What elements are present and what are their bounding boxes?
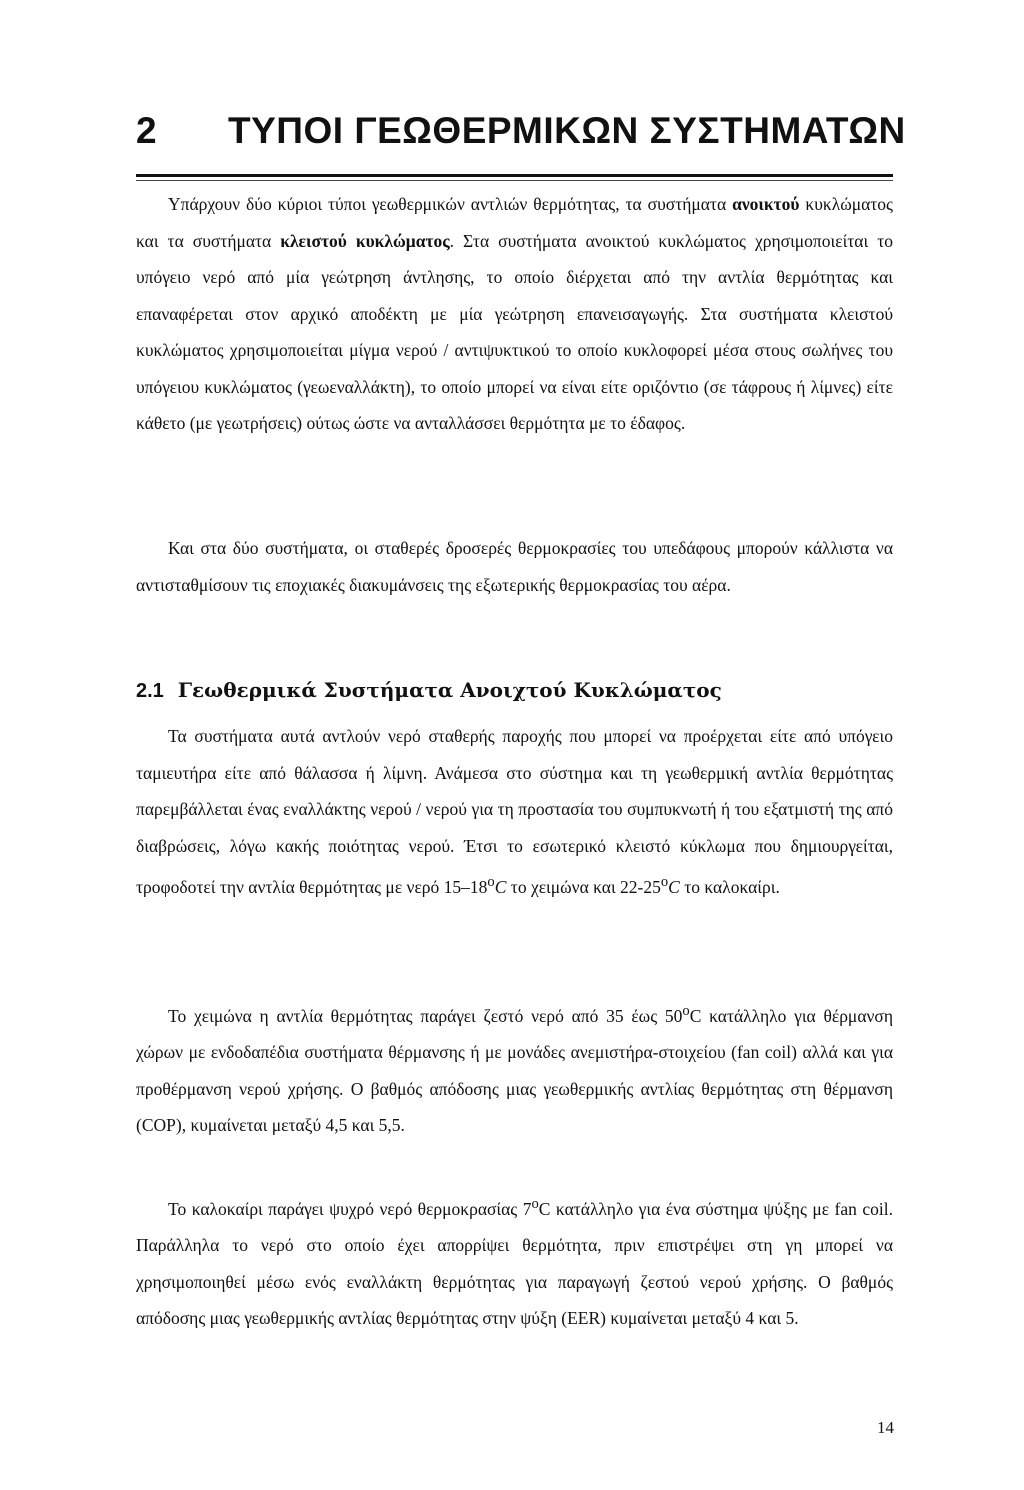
degree-sup: o (531, 1196, 539, 1212)
degree-sup: o (487, 874, 495, 890)
intro-text: Υπάρχουν δύο κύριοι τύποι γεωθερμικών αντλιών θερμότητας, τα συστήματα (168, 194, 733, 214)
intro-text: κυκλώματος και τα συστήματα (136, 194, 893, 251)
section-text: C κατάλληλο για ένα σύστημα ψύξης με fan coil. Παράλληλα το νερό στο οποίο έχει απορρίψει θερμότητα, πριν επιστρέψει στη γη μπορεί να χρησιμοποιηθεί μέσω ενός εναλλάκτη θερμότητας για παραγωγή ζεστού νερού χρήσης. Ο βαθμός απόδοσης μιας γεωθερμικής αντλίας θερμότητας στην ψύξη (EER) κυμαίνεται μεταξύ 4 και 5. (136, 1198, 893, 1329)
intro-text: . Στα συστήματα ανοικτού κυκλώματος χρησιμοποιείται το υπόγειο νερό από μία γεώτρηση άντλησης, το οποίο διέρχεται από την αντλία θερμότητας και επαναφέρεται στον αρχικό αποδέκτη με μία γεώτρηση επανεισαγωγής. Στα συστήματα κλειστού κυκλώματος χρησιμοποιείται μίγμα νερού / αντιψυκτικού το οποίο κυκλοφορεί μέσα στους σωλήνες του υπόγειου κυκλώματος (γεωεναλλάκτη), το οποίο μπορεί να είναι είτε οριζόντιο (σε τάφρους ή λίμνες) είτε κάθετο (με γεωτρήσεις) ούτως ώστε να ανταλλάσσει θερμότητα με το έδαφος. (136, 230, 893, 433)
chapter-title (136, 110, 906, 152)
closed-loop-term: κλειστού κυκλώματος (280, 230, 450, 251)
open-loop-term: ανοικτού (732, 194, 800, 214)
intro-text: Και στα δύο συστήματα, οι σταθερές δροσερές θερμοκρασίες του υπεδάφους μπορούν κάλλιστα να αντισταθμίσουν τις εποχιακές διακυμάνσεις της εξωτερικής θερμοκρασίας του αέρα. (136, 538, 893, 595)
section-heading (136, 678, 722, 703)
intro-paragraph-2 (136, 530, 893, 603)
section-title: Γεωθερμικά Συστήματα Ανοιχτού Κυκλώματος (177, 678, 722, 702)
chapter-title-text: ΤΥΠΟΙ ΓΕΩΘΕΡΜΙΚΩΝ ΣΥΣΤΗΜΑΤΩΝ (228, 110, 906, 151)
section-text: C κατάλληλο για θέρμανση χώρων με ενδοδαπέδια συστήματα θέρμανσης ή με μονάδες ανεμιστήρα-στοιχείου (fan coil) αλλά και για προθέρμανση νερού χρήσης. Ο βαθμός απόδοσης μιας γεωθερμικής αντλίας θερμότητας στη θέρμανση (COP), κυμαίνεται μεταξύ 4,5 και 5,5. (136, 1005, 893, 1136)
intro-paragraph-1 (136, 186, 893, 442)
section-text: Το καλοκαίρι παράγει ψυχρό νερό θερμοκρασίας 7 (168, 1198, 532, 1219)
page-number: 14 (877, 1418, 894, 1437)
celsius-unit: C (668, 876, 680, 897)
degree-sup: o (682, 1003, 690, 1019)
section-paragraph-2 (136, 993, 893, 1144)
section-paragraph-1 (136, 718, 893, 905)
section-text: το χειμώνα και 22-25 (506, 876, 661, 897)
title-rule-thin (136, 180, 893, 181)
section-text: Τα συστήματα αυτά αντλούν νερό σταθερής παροχής που μπορεί να προέρχεται είτε από υπόγειο ταμιευτήρα είτε από θάλασσα ή λίμνη. Ανάμεσα στο σύστημα και τη γεωθερμική αντλία θερμότητας παρεμβάλλεται ένας εναλλάκτης νερού / νερού για τη προστασία του συμπυκνωτή ή του εξατμιστή της από διαβρώσεις, λόγω κακής ποιότητας νερού. Έτσι το εσωτερικό κλειστό κύκλωμα που δημιουργείται, τροφοδοτεί την αντλία θερμότητας με νερό 15–18 (136, 726, 893, 897)
chapter-number: 2 (136, 110, 158, 151)
degree-sup: o (660, 874, 669, 890)
title-rule-thick (136, 174, 893, 177)
section-number: 2.1 (136, 680, 164, 702)
celsius-unit: C (494, 876, 507, 897)
section-text: το καλοκαίρι. (679, 876, 780, 897)
section-text: Το χειμώνα η αντλία θερμότητας παράγει ζεστό νερό από 35 έως 50 (168, 1005, 683, 1026)
section-paragraph-3 (136, 1186, 893, 1337)
